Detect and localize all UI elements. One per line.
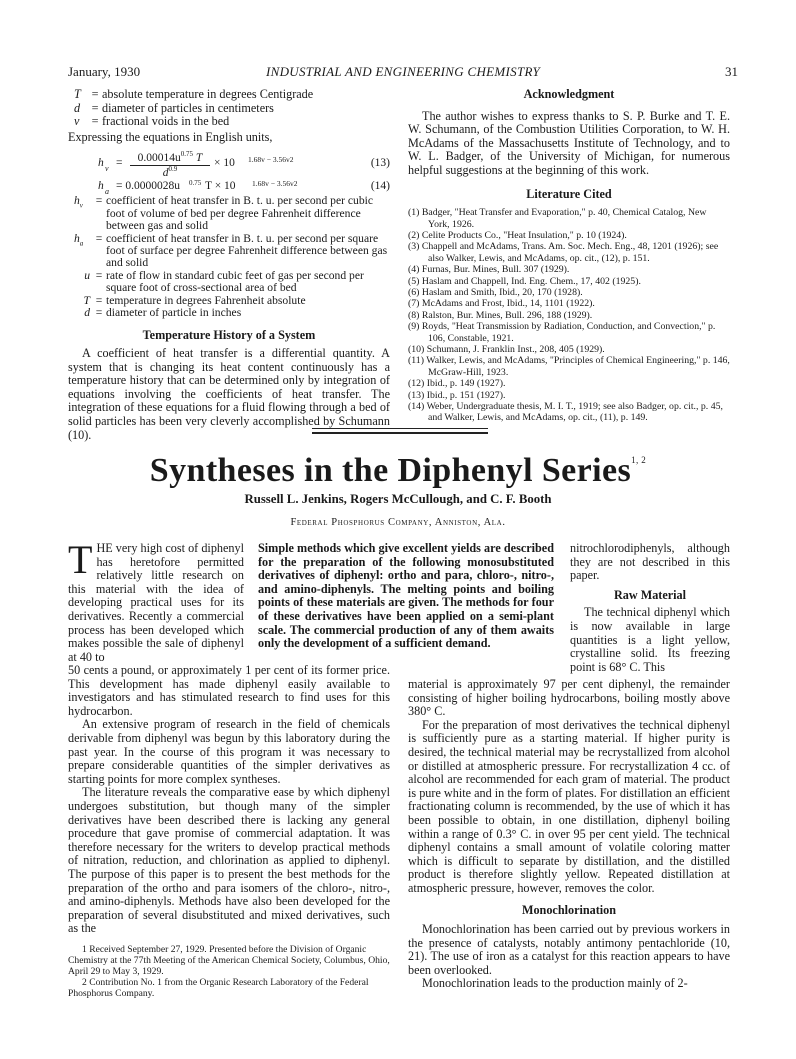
reference-item: (9) Royds, "Heat Transmission by Radiation, Conduction, and Convection," p. 106, Constable, 1921. [408, 321, 716, 344]
body-paragraph: material is approximately 97 per cent diphenyl, the remainder consisting of higher boiling hydrocarbons, boiling mostly above 380° C. [408, 677, 730, 719]
raw-material-intro: The technical diphenyl which is now available in large quantities is a light yellow, crystalline solid. Its freezing point is 68° C. This [570, 605, 730, 674]
body-paragraph: The literature reveals the comparative ease by which diphenyl undergoes substitution, but though many of the simpler derivatives have been described there is lacking any general procedure that gave promise of commercial adaptation. It was therefore necessary for the writers to develop practical methods of nitration, reduction, and chlorination as applied to diphenyl. The purpose of this paper is to present the best methods for the preparation of the ortho and para isomers of the chloro-, nitro-, and amino-diphenyls. Methods have also been developed for the preparation of several disubstituted and mixed derivatives, such as the [68, 785, 390, 936]
header-page-number: 31 [725, 64, 738, 79]
right-body-column [408, 678, 730, 991]
definition-row: d = diameter of particle in inches [84, 306, 242, 320]
separator-rule-top [312, 428, 488, 429]
left-top-column [68, 88, 390, 442]
article-authors: Russell L. Jenkins, Rogers McCullough, and C. F. Booth [244, 492, 552, 506]
reference-item: (7) McAdams and Frost, Ibid., 14, 1101 (1922). [408, 298, 595, 310]
article-title: Syntheses in the Diphenyl Series$^{1, 2}$ [149, 452, 647, 489]
reference-item: (2) Celite Products Co., "Heat Insulation," p. 10 (1924). [408, 229, 627, 241]
footnote-1: 1 Received September 27, 1929. Presented before the Division of Organic Chemistry at the 77th Meeting of the American Chemical Society, Columbus, Ohio, April 29 to May 3, 1929. [68, 943, 390, 977]
literature-cited-heading: Literature Cited [526, 186, 612, 201]
title-footnote-marks: 1, 2 [631, 455, 647, 465]
body-paragraph: Monochlorination has been carried out by previous workers in the presence of catalysts, notably antimony pentachloride (10, 21). The use of iron as a catalyst for this reaction appears to have been overlooked. [408, 922, 730, 977]
header-date: January, 1930 [68, 64, 141, 79]
reference-item: (12) Ibid., p. 149 (1927). [408, 378, 506, 390]
drop-cap: T [68, 537, 93, 582]
section-heading-temperature-history: Temperature History of a System [142, 328, 316, 343]
footnotes [68, 944, 390, 999]
reference-item: (8) Ralston, Bur. Mines, Bull. 296, 188 (1929). [408, 309, 593, 321]
definition-row: T = absolute temperature in degrees Centigrade [74, 87, 314, 101]
definitions-cgs [68, 88, 390, 129]
separator-rule-bottom [312, 432, 488, 434]
right-narrow-text: nitrochlorodiphenyls, although they are not described in this paper. [570, 541, 730, 583]
right-narrow-column [570, 542, 730, 674]
footnote-2: 2 Contribution No. 1 from the Organic Research Laboratory of the Federal Phosphorus Company. [68, 976, 369, 999]
reference-item: (4) Furnas, Bur. Mines, Bull. 307 (1929). [408, 264, 570, 276]
running-header [68, 64, 738, 82]
article-abstract: Simple methods which give excellent yields are described for the preparation of the following monosubstituted derivatives of diphenyl: ortho and para, chloro-, nitro-, and amino-diphenyls. The melting points and boiling points of these materials are given. The methods for four of these derivatives have been applied on a semi-plant scale. The commercial production of any of them awaits only the development of a sufficient demand. [258, 541, 554, 651]
english-units-intro: Expressing the equations in English units, [68, 129, 273, 144]
body-paragraph: 50 cents a pound, or approximately 1 per cent of its former price. This development has made diphenyl easily available to investigators and has stimulated research to find uses for this hydrocarbon. [68, 663, 390, 718]
definition-row: u = rate of flow in standard cubic feet of gas per second per square foot of cross-sectional area of bed [84, 268, 364, 295]
reference-item: (10) Schumann, J. Franklin Inst., 208, 405 (1929). [408, 344, 605, 356]
equation-13: h v = $0.00014u^{0.75}$ T $d^{0.9}$ × 10 1.68v − 3.56v2 (13) [98, 150, 390, 180]
article-affiliation: Federal Phosphorus Company, Anniston, Ala. [290, 517, 506, 528]
definitions-english [68, 195, 390, 319]
intro-narrow-column [68, 537, 244, 664]
right-top-column [408, 88, 730, 424]
intro-text: HE very high cost of diphenyl has heretofore permitted relatively little research on this material with the idea of developing practical uses for its derivatives. Recently a commercial process has been developed which makes possible the sale of diphenyl at 40 to [68, 541, 244, 664]
reference-item: (3) Chappell and McAdams, Trans. Am. Soc. Mech. Eng., 48, 1201 (1926); see also Walker, Lewis, and McAdams, op. cit., (12), p. 151. [408, 241, 719, 264]
definition-row: $h_v$ = coefficient of heat transfer in B. t. u. per second per cubic foot of volume of bed per degree Fahrenheit difference between gas and solid [74, 194, 373, 233]
reference-item: (11) Walker, Lewis, and McAdams, "Principles of Chemical Engineering," p. 146, McGraw-Hill, 1923. [408, 355, 730, 378]
raw-material-heading: Raw Material [613, 587, 687, 602]
definition-row: d = diameter of particles in centimeters [74, 100, 274, 115]
acknowledgment-heading: Acknowledgment [523, 87, 615, 101]
acknowledgment-text: The author wishes to express thanks to S. P. Burke and T. E. W. Schumann, of the Combustion Utilities Corporation, to W. H. McAdams of the Massachusetts Institute of Technology, and to W. L. Badger, of the University of Michigan, for numerous helpful suggestions at the beginning of this work. [408, 108, 730, 177]
body-paragraph: Monochlorination leads to the production mainly of 2- [422, 976, 688, 991]
reference-list [408, 207, 730, 424]
left-body-column [68, 664, 390, 999]
reference-item: (1) Badger, "Heat Transfer and Evaporation," p. 40, Chemical Catalog, New York, 1926. [408, 207, 707, 230]
reference-item: (14) Weber, Undergraduate thesis, M. I. T., 1919; see also Badger, op. cit., p. 45, and Walker, Lewis, and McAdams, op. cit., (11), p. 149. [408, 401, 723, 424]
definition-row: $h_a$ = coefficient of heat transfer in B. t. u. per second per square foot of surface per degree Fahrenheit difference between gas and solid [74, 231, 388, 270]
monochlorination-heading: Monochlorination [521, 902, 617, 917]
equation-14: h a = 0.0000028u 0.75 T × 10 1.68v − 3.56v2 (14) [98, 179, 390, 197]
definition-row: T = temperature in degrees Fahrenheit absolute [83, 293, 306, 307]
temperature-history-paragraph: A coefficient of heat transfer is a differential quantity. A system that is changing its heat content continuously has a temperature history that can be determined only by integration of equations involving the coefficients of heat transfer. The integration of these equations for a fluid flowing through a bed of solid particles has been very cleverly accomplished by Schumann (10). [68, 346, 390, 442]
reference-item: (13) Ibid., p. 151 (1927). [408, 389, 506, 401]
reference-item: (6) Haslam and Smith, Ibid., 20, 170 (1928). [408, 287, 583, 298]
body-paragraph: An extensive program of research in the field of chemicals derivable from diphenyl was begun by this laboratory during the past year. In the course of this program it was necessary to prepare considerable quantities of the simpler derivatives as starting points for more complex syntheses. [68, 717, 390, 786]
reference-item: (5) Haslam and Chappell, Ind. Eng. Chem., 17, 402 (1925). [408, 275, 641, 287]
definition-row: v = fractional voids in the bed [74, 114, 230, 129]
header-journal: INDUSTRIAL AND ENGINEERING CHEMISTRY [265, 64, 541, 79]
body-paragraph: For the preparation of most derivatives the technical diphenyl is sufficiently pure as a starting material. If higher purity is desired, the technical material may be recrystallized from alcohol or distilled at atmospheric pressure. For recrystallization 4 cc. of alcohol are recommended for each gram of material. The product is pure white and in the form of plates. For distillation an efficient fractionating column is recommended, by the use of which it has been possible to obtain, in one distillation, diphenyl boiling within a range of 0.3° C. in over 95 per cent yield. The technical diphenyl contains a small amount of volatile coloring matter which is difficult to separate by distillation, and the distilled product is therefore slightly yellow. Repeated distillation at atmospheric pressure, however, removes the color. [408, 717, 730, 895]
